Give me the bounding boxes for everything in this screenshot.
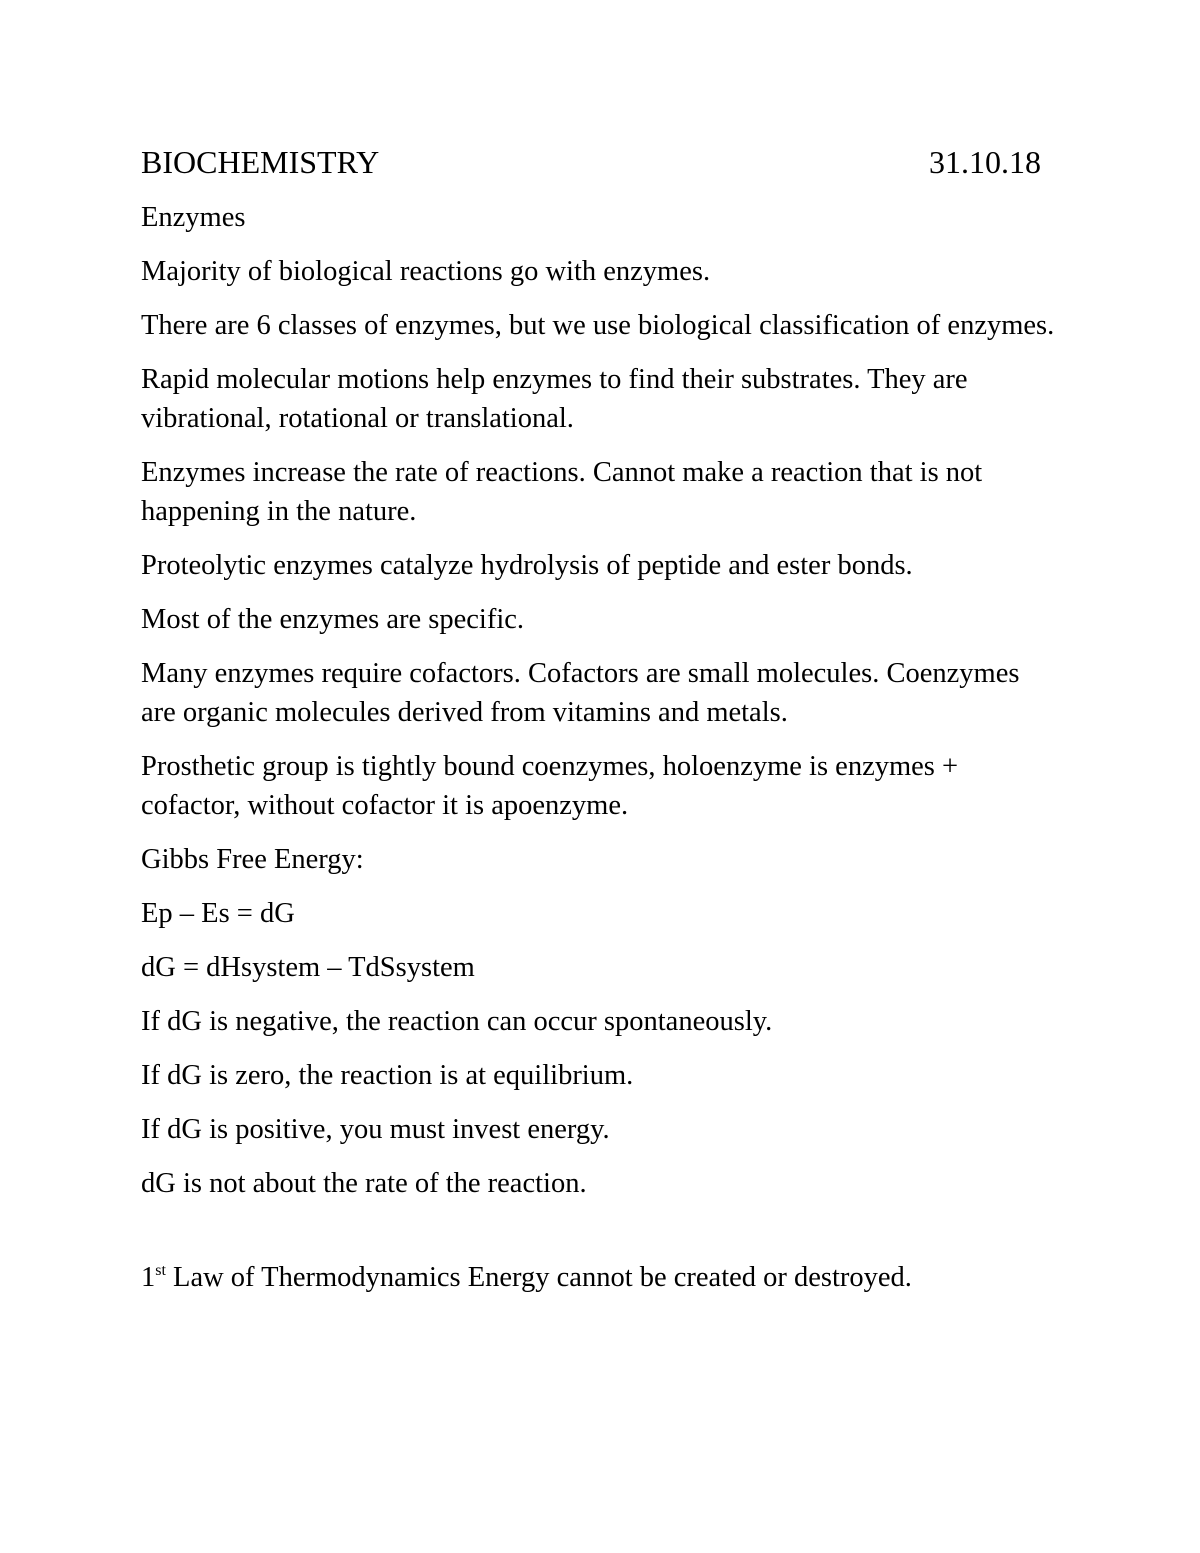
condition-line: If dG is zero, the reaction is at equilibrium. xyxy=(141,1060,634,1091)
document-header xyxy=(141,140,1041,184)
paragraph: Majority of biological reactions go with enzymes. xyxy=(141,256,711,287)
notes-body xyxy=(141,198,1061,1312)
equation: dG = dHsystem – TdSsystem xyxy=(141,952,475,983)
law-text: Law of Thermodynamics Energy cannot be created or destroyed. xyxy=(165,1262,912,1293)
paragraph: Rapid molecular motions help enzymes to find their substrates. They are vibrational, rotational or translational. xyxy=(141,364,968,434)
document-title: BIOCHEMISTRY xyxy=(141,144,380,180)
paragraph: Most of the enzymes are specific. xyxy=(141,604,525,635)
thermodynamics-law xyxy=(141,1258,1061,1297)
section-heading-gibbs: Gibbs Free Energy: xyxy=(141,844,364,875)
paragraph: Proteolytic enzymes catalyze hydrolysis of peptide and ester bonds. xyxy=(141,550,913,581)
paragraph: Many enzymes require cofactors. Cofactors are small molecules. Coenzymes are organic molecules derived from vitamins and metals. xyxy=(141,658,1020,728)
paragraph: There are 6 classes of enzymes, but we use biological classification of enzymes. xyxy=(141,310,1055,341)
condition-line: If dG is positive, you must invest energy. xyxy=(141,1114,610,1145)
section-heading-enzymes: Enzymes xyxy=(141,202,246,233)
law-number: 1 xyxy=(141,1262,156,1293)
condition-line: If dG is negative, the reaction can occur spontaneously. xyxy=(141,1006,773,1037)
law-ordinal-suffix: st xyxy=(155,1262,166,1279)
equation: Ep – Es = dG xyxy=(141,898,295,929)
paragraph: Enzymes increase the rate of reactions. Cannot make a reaction that is not happening in the nature. xyxy=(141,457,983,527)
document-date: 31.10.18 xyxy=(929,144,1041,180)
paragraph: Prosthetic group is tightly bound coenzymes, holoenzyme is enzymes + cofactor, without cofactor it is apoenzyme. xyxy=(141,751,959,821)
condition-line: dG is not about the rate of the reaction. xyxy=(141,1168,587,1199)
